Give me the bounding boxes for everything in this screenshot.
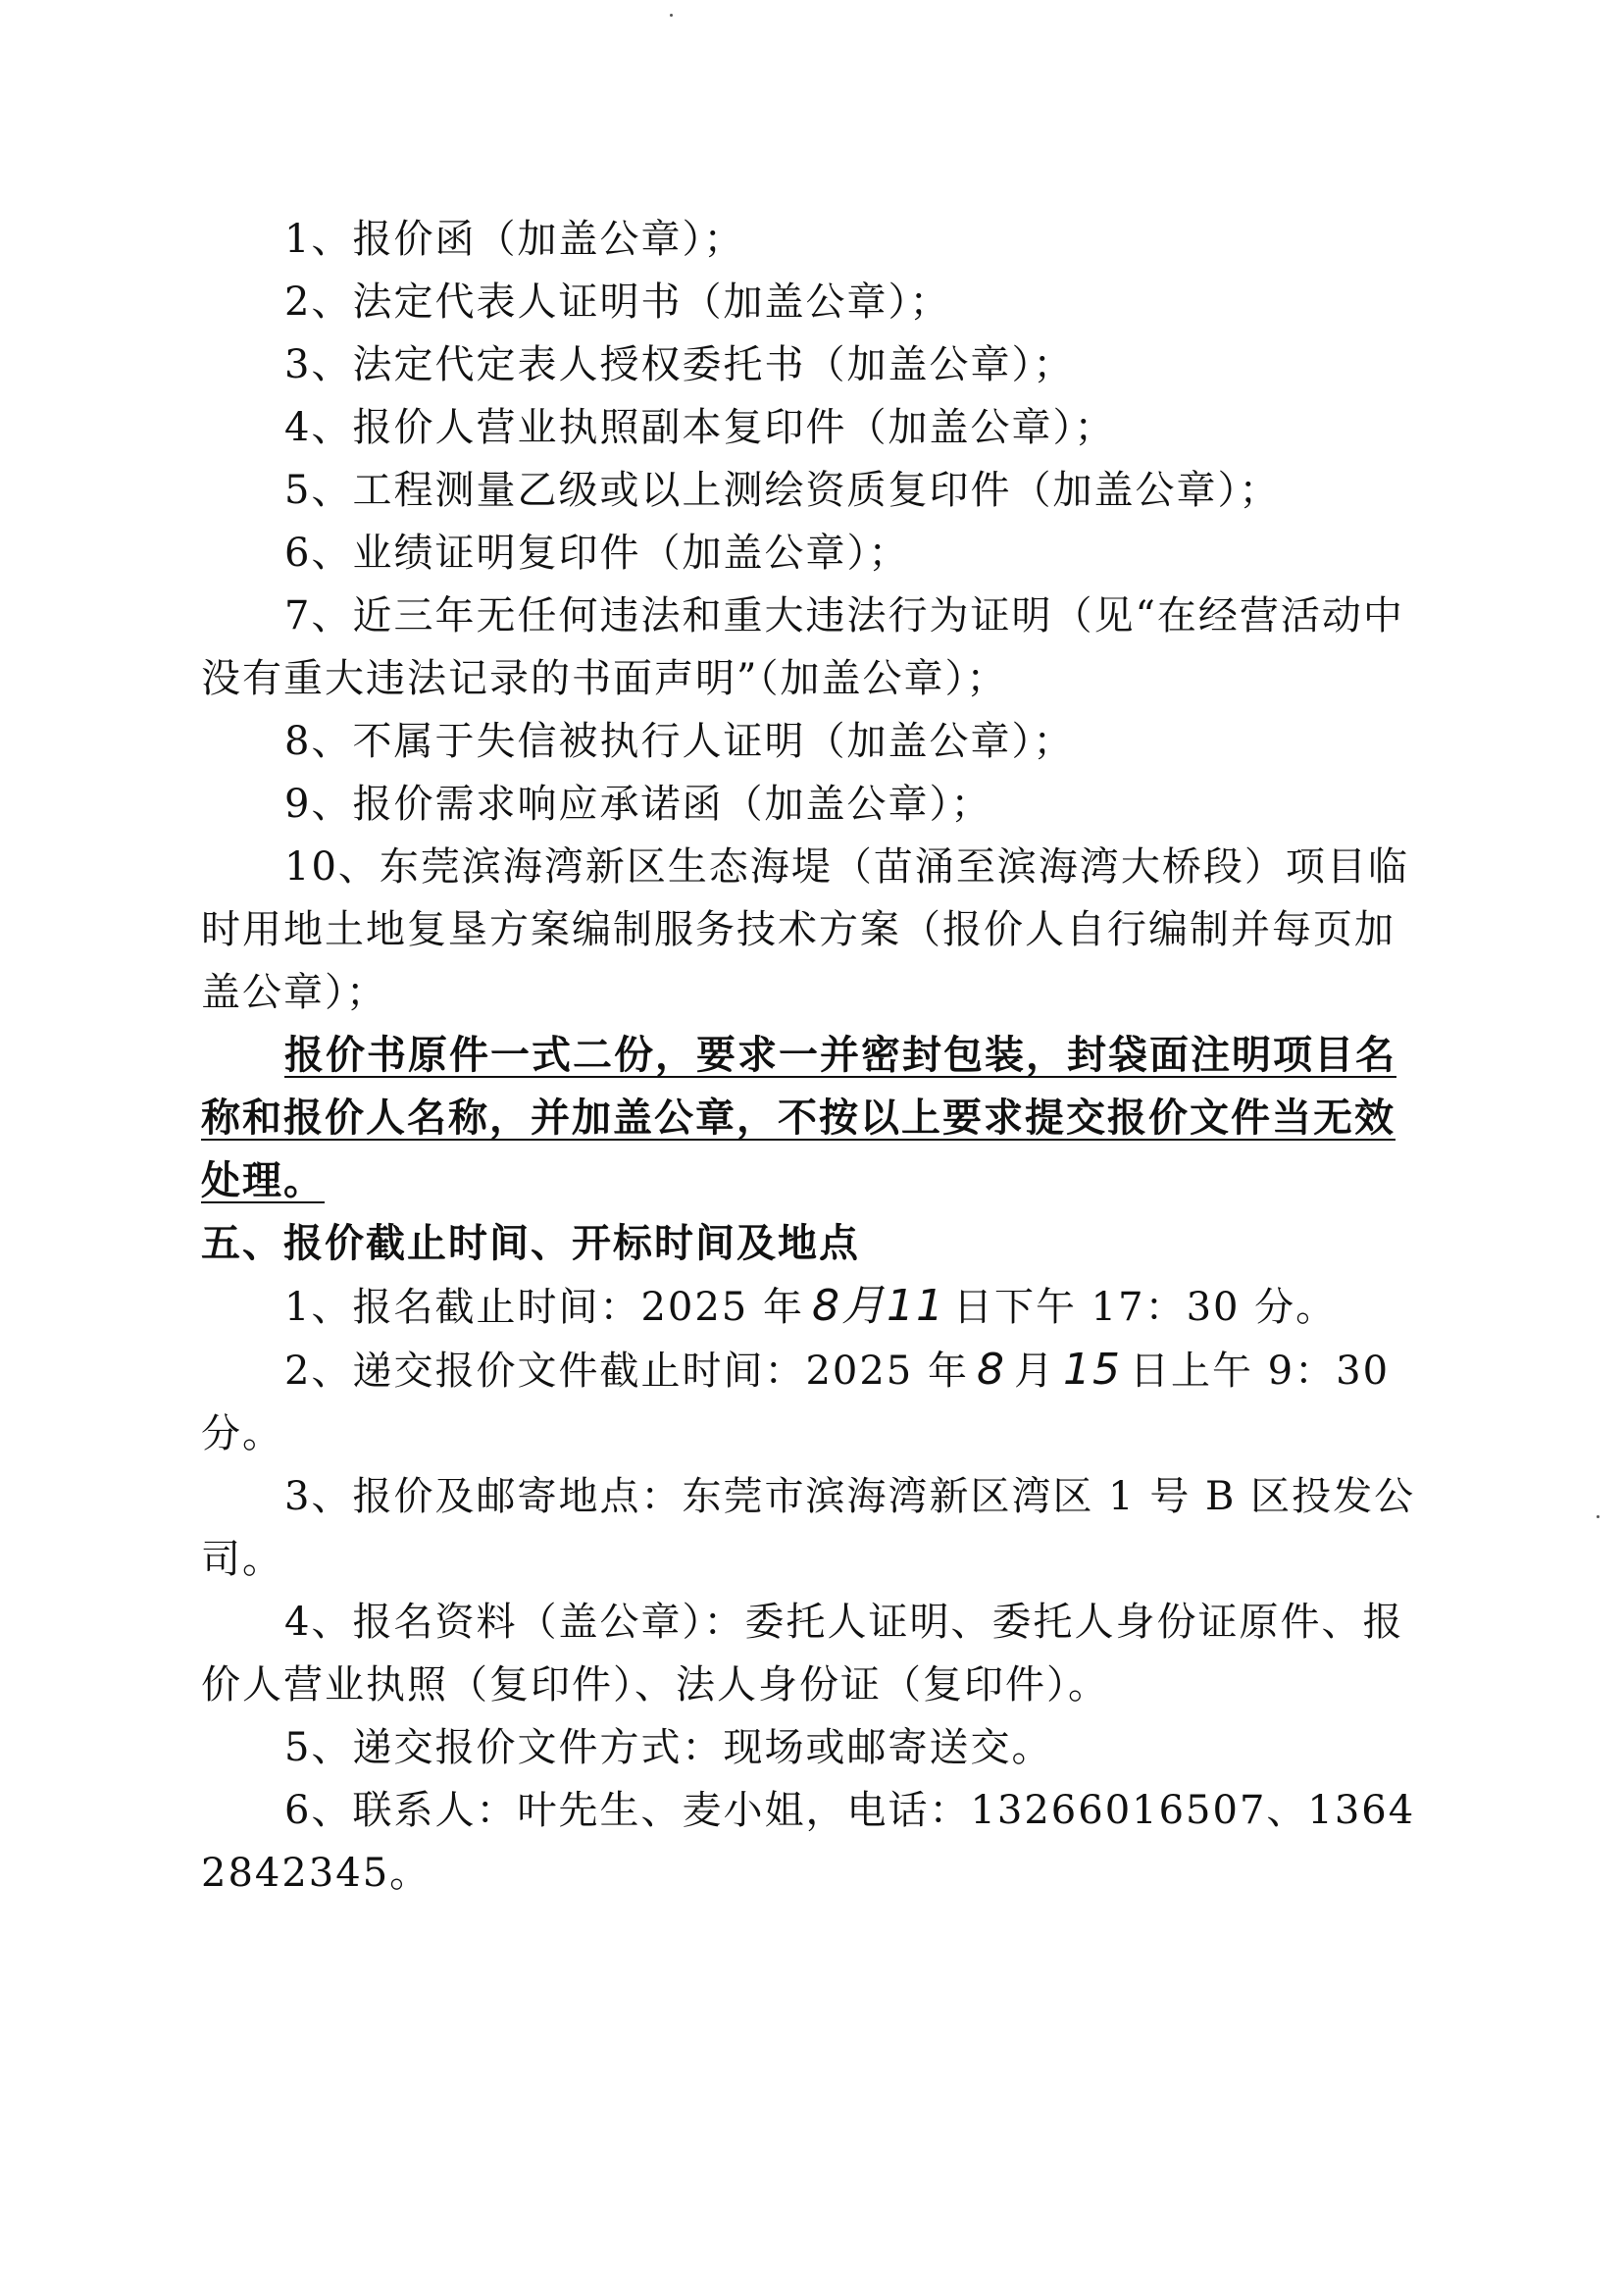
submission-address: 3、报价及邮寄地点：东莞市滨海湾新区湾区 1 号 B 区投发公司。 xyxy=(201,1474,1416,1582)
handwritten-month: 8 xyxy=(976,1345,1006,1395)
deadline-submission xyxy=(201,1339,1417,1465)
registration-materials: 4、报名资料（盖公章）：委托人证明、委托人身份证原件、报价人营业执照（复印件）、法人身份证（复印件）。 xyxy=(201,1600,1404,1707)
section-heading: 五、报价截止时间、开标时间及地点 xyxy=(201,1220,860,1266)
notice-paragraph xyxy=(201,1024,1417,1212)
scan-speck xyxy=(1597,1515,1599,1518)
deadline-submission-suffix: 日上午 9：30 分。 xyxy=(201,1349,1391,1456)
list-item-9: 9、报价需求响应承诺函（加盖公章）； xyxy=(284,782,992,827)
notice-text: 报价书原件一式二份，要求一并密封包装，封袋面注明项目名称和报价人名称，并加盖公章，不按以上要求提交报价文件当无效处理。 xyxy=(201,1032,1396,1203)
deadline-submission-prefix: 2、递交报价文件截止时间：2025 年 xyxy=(284,1349,969,1394)
list-item-7: 7、近三年无任何违法和重大违法行为证明（见“在经营活动中没有重大违法记录的书面声明”（加盖公章）； xyxy=(201,593,1404,701)
list-item-1: 1、报价函（加盖公章）； xyxy=(284,217,745,262)
scan-speck xyxy=(670,14,673,17)
deadline-registration-suffix: 日下午 17：30 分。 xyxy=(952,1285,1338,1330)
list-item-4: 4、报价人营业执照副本复印件（加盖公章）； xyxy=(284,405,1116,450)
list-item-2: 2、法定代表人证明书（加盖公章）； xyxy=(284,280,951,325)
contact-info: 6、联系人：叶先生、麦小姐，电话：13266016507、13642842345。 xyxy=(201,1788,1416,1896)
list-item-10: 10、东莞滨海湾新区生态海堤（苗涌至滨海湾大桥段）项目临时用地土地复垦方案编制服务技术方案（报价人自行编制并每页加盖公章）； xyxy=(201,844,1409,1015)
list-item-3: 3、法定代定表人授权委托书（加盖公章）； xyxy=(284,342,1075,387)
document-body xyxy=(201,208,1417,1905)
handwritten-date: 8月11 xyxy=(811,1281,945,1331)
deadline-registration-prefix: 1、报名截止时间：2025 年 xyxy=(284,1285,804,1330)
list-item-8: 8、不属于失信被执行人证明（加盖公章）； xyxy=(284,719,1075,764)
list-item-6: 6、业绩证明复印件（加盖公章）； xyxy=(284,531,910,576)
submission-method: 5、递交报价文件方式：现场或邮寄送交。 xyxy=(284,1725,1053,1770)
deadline-submission-mid: 月 xyxy=(1013,1349,1055,1394)
list-item-5: 5、工程测量乙级或以上测绘资质复印件（加盖公章）； xyxy=(284,468,1281,513)
handwritten-day: 15 xyxy=(1062,1345,1122,1395)
deadline-registration xyxy=(201,1275,1417,1339)
